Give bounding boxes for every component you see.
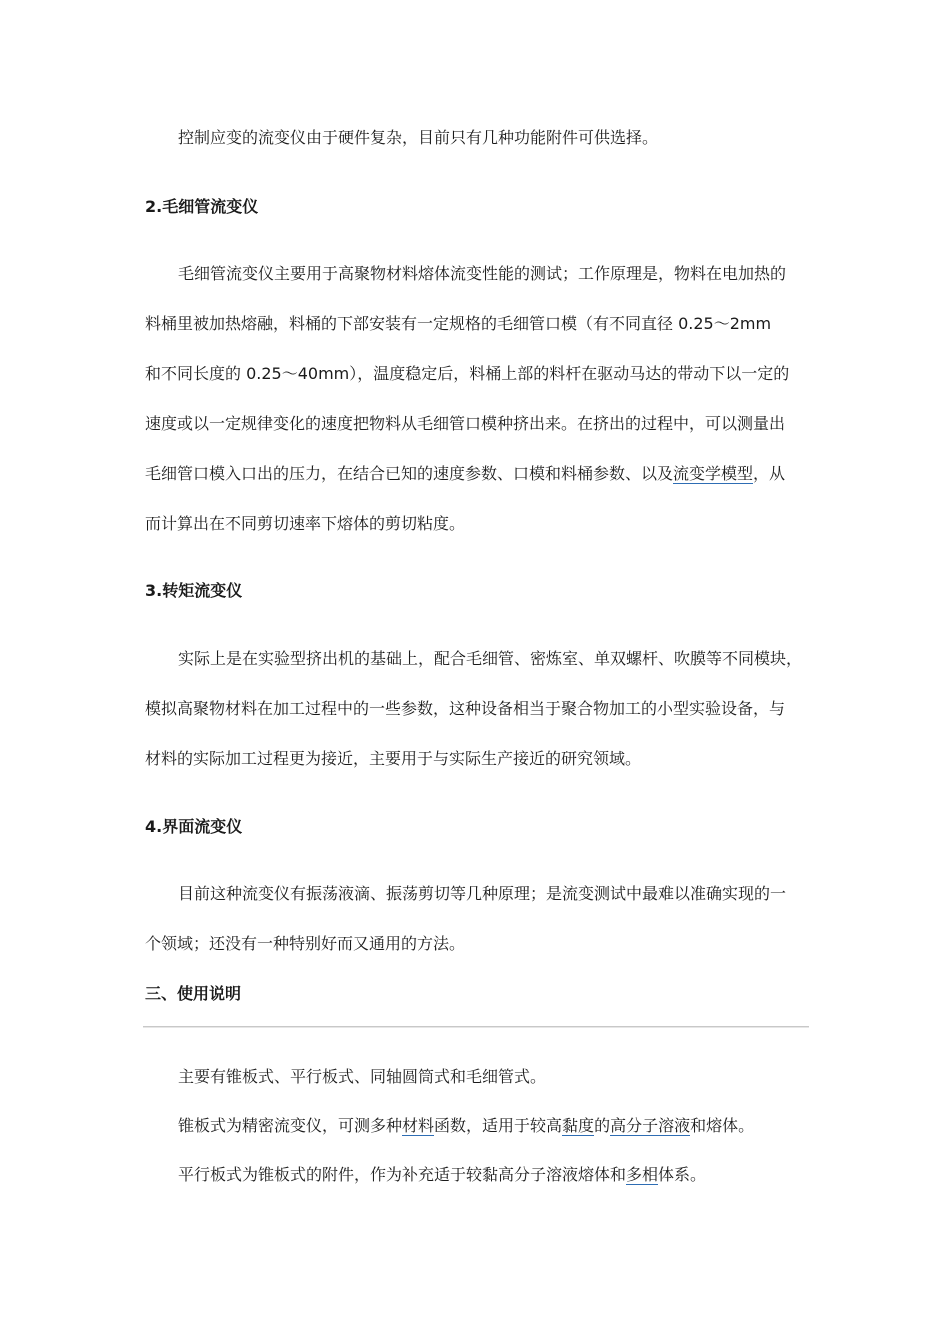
section-heading-usage: 三、使用说明 [145,984,242,1003]
intro-paragraph: 控制应变的流变仪由于硬件复杂，目前只有几种功能附件可供选择。 [178,128,659,147]
capillary-line-5 [145,464,810,484]
torque-line-3: 材料的实际加工过程更为接近，主要用于与实际生产接近的研究领域。 [145,749,642,768]
material-link[interactable]: 材料 [402,1116,435,1135]
capillary-line-3: 和不同长度的 0.25～40mm），温度稳定后，料桶上部的料杆在驱动马达的带动下以一定的 [145,364,790,383]
torque-line-2: 模拟高聚物材料在加工过程中的一些参数，这种设备相当于聚合物加工的小型实验设备，与 [145,699,786,718]
capillary-line-5-tail: ，从 [753,464,786,483]
usage-line-3-part-a: 平行板式为锥板式的附件，作为补充适于较黏高分子溶液熔体和 [178,1165,627,1184]
usage-line-2-part-b: 函数，适用于较高 [434,1116,563,1135]
polymer-solution-link[interactable]: 高分子溶液 [610,1116,691,1135]
usage-line-2-part-c: 的 [594,1116,611,1135]
section-heading-capillary: 2.毛细管流变仪 [145,197,259,216]
multiphase-link[interactable]: 多相 [626,1165,659,1184]
usage-line-3 [178,1165,843,1185]
capillary-line-1: 毛细管流变仪主要用于高聚物材料熔体流变性能的测试；工作原理是，物料在电加热的 [178,264,787,283]
section-heading-torque: 3.转矩流变仪 [145,581,243,600]
capillary-line-5-text: 毛细管口模入口出的压力，在结合已知的速度参数、口模和料桶参数、以及 [145,464,674,483]
usage-line-2-part-a: 锥板式为精密流变仪，可测多种 [178,1116,403,1135]
section-divider [143,1026,809,1028]
usage-line-1: 主要有锥板式、平行板式、同轴圆筒式和毛细管式。 [178,1067,547,1086]
capillary-line-6: 而计算出在不同剪切速率下熔体的剪切粘度。 [145,514,466,533]
usage-line-2 [178,1116,843,1136]
capillary-line-2: 料桶里被加热熔融，料桶的下部安装有一定规格的毛细管口模（有不同直径 0.25～2mm [145,314,772,333]
capillary-line-4: 速度或以一定规律变化的速度把物料从毛细管口模种挤出来。在挤出的过程中，可以测量出 [145,414,786,433]
section-heading-interface: 4.界面流变仪 [145,817,243,836]
viscosity-link[interactable]: 黏度 [562,1116,595,1135]
torque-line-1: 实际上是在实验型挤出机的基础上，配合毛细管、密炼室、单双螺杆、吹膜等不同模块， [178,649,803,668]
usage-line-3-part-b: 体系。 [658,1165,707,1184]
usage-line-2-part-d: 和熔体。 [690,1116,755,1135]
rheology-model-link[interactable]: 流变学模型 [673,464,754,483]
interface-line-2: 个领域；还没有一种特别好而又通用的方法。 [145,934,466,953]
interface-line-1: 目前这种流变仪有振荡液滴、振荡剪切等几种原理；是流变测试中最难以准确实现的一 [178,884,787,903]
